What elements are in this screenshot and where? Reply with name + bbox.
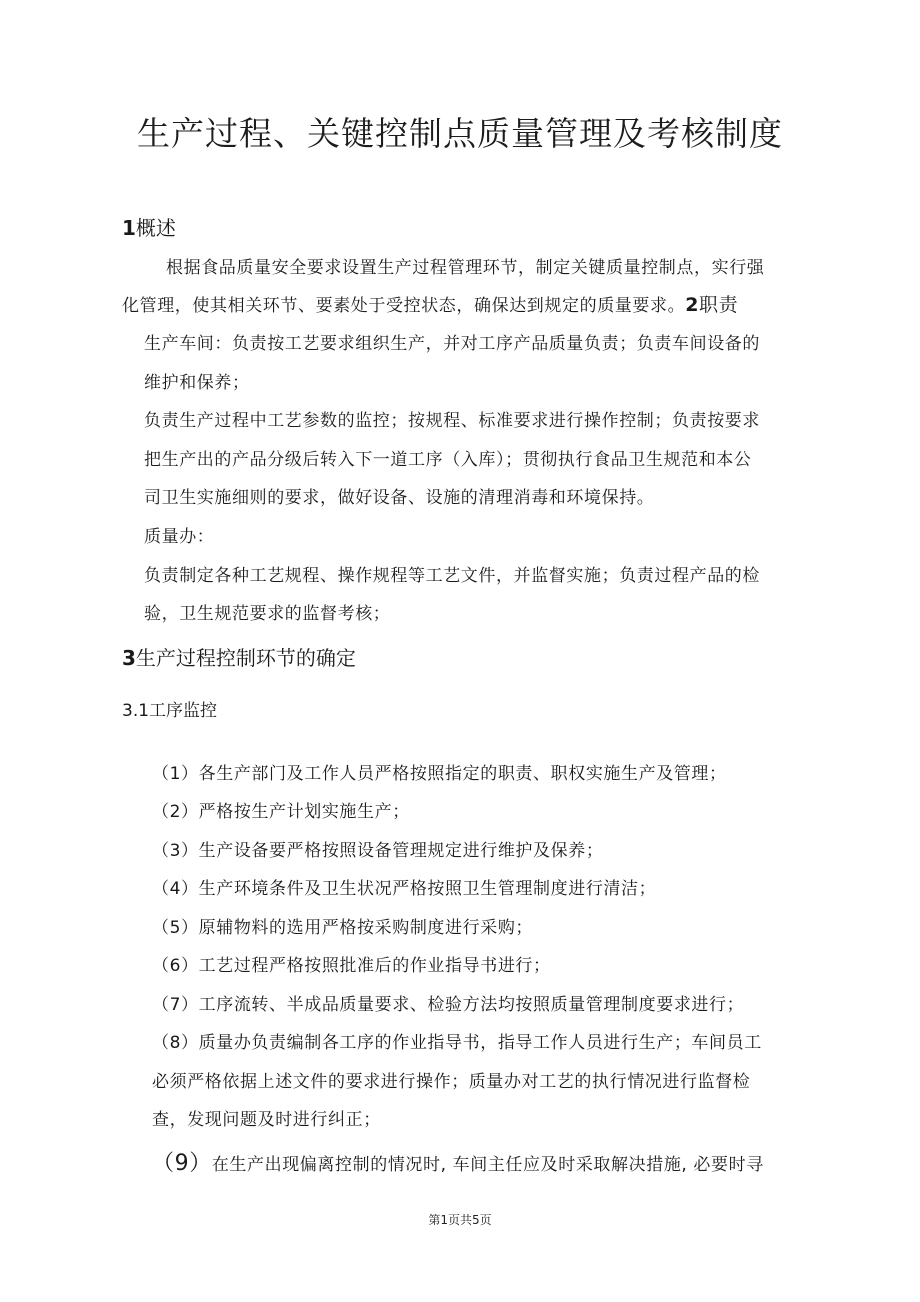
qa-duty-line: 验，卫生规范要求的监督考核； [144, 604, 391, 624]
list-item-continuation: 必须严格依据上述文件的要求进行操作；质量办对工艺的执行情况进行监督检 [152, 1072, 751, 1092]
list-item: （8）质量办负责编制各工序的作业指导书，指导工作人员进行生产；车间员工 [152, 1033, 762, 1053]
overview-paragraph-line: 根据食品质量安全要求设置生产过程管理环节，制定关键质量控制点，实行强 [166, 258, 765, 278]
list-item: （2）严格按生产计划实施生产； [152, 802, 410, 822]
list-item: （9）在生产出现偏离控制的情况时, 车间主任应及时采取解决措施, 必要时寻 [152, 1151, 764, 1176]
section-title: 概述 [135, 216, 176, 240]
responsibility-line: 司卫生实施细则的要求，做好设备、设施的清理消毒和环境保持。 [144, 488, 655, 508]
section-number: 3 [122, 646, 136, 670]
list-item: （4）生产环境条件及卫生状况严格按照卫生管理制度进行清洁； [152, 879, 657, 899]
list-item: （3）生产设备要严格按照设备管理规定进行维护及保养； [152, 841, 604, 861]
responsibility-line: 把生产出的产品分级后转入下一道工序（入库）；贯彻执行食品卫生规范和本公 [144, 450, 752, 470]
page-title: 生产过程、关键控制点质量管理及考核制度 [137, 114, 783, 153]
list-item-continuation: 查，发现问题及时进行纠正； [152, 1110, 381, 1130]
page-footer: 第1页共5页 [428, 1213, 492, 1227]
section-number: 2 [685, 294, 700, 316]
section-number: 1 [122, 216, 136, 240]
responsibility-line: 负责生产过程中工艺参数的监控；按规程、标准要求进行操作控制；负责按要求 [144, 411, 760, 431]
list-item: （7）工序流转、半成品质量要求、检验方法均按照质量管理制度要求进行； [152, 995, 745, 1015]
list-item: （1）各生产部门及工作人员严格按照指定的职责、职权实施生产及管理； [152, 764, 727, 784]
overview-paragraph-text: 化管理，使其相关环节、要素处于受控状态，确保达到规定的质量要求。 [122, 296, 686, 316]
section-3-heading [122, 642, 356, 671]
workshop-duty-line: 生产车间：负责按工艺要求组织生产，并对工序产品质量负责；负责车间设备的 [144, 334, 760, 354]
overview-paragraph-line-2 [122, 290, 738, 317]
workshop-duty-line: 维护和保养； [144, 373, 250, 393]
qa-office-label: 质量办： [144, 527, 215, 547]
subsection-heading: 3.1工序监控 [122, 701, 218, 721]
section-title: 生产过程控制环节的确定 [135, 646, 356, 670]
list-item: （5）原辅物料的选用严格按采购制度进行采购； [152, 918, 534, 938]
qa-duty-line: 负责制定各种工艺规程、操作规程等工艺文件，并监督实施；负责过程产品的检 [144, 566, 760, 586]
list-item: （6）工艺过程严格按照批准后的作业指导书进行； [152, 956, 551, 976]
section-1-heading [122, 212, 176, 241]
section-title: 职责 [699, 294, 739, 316]
